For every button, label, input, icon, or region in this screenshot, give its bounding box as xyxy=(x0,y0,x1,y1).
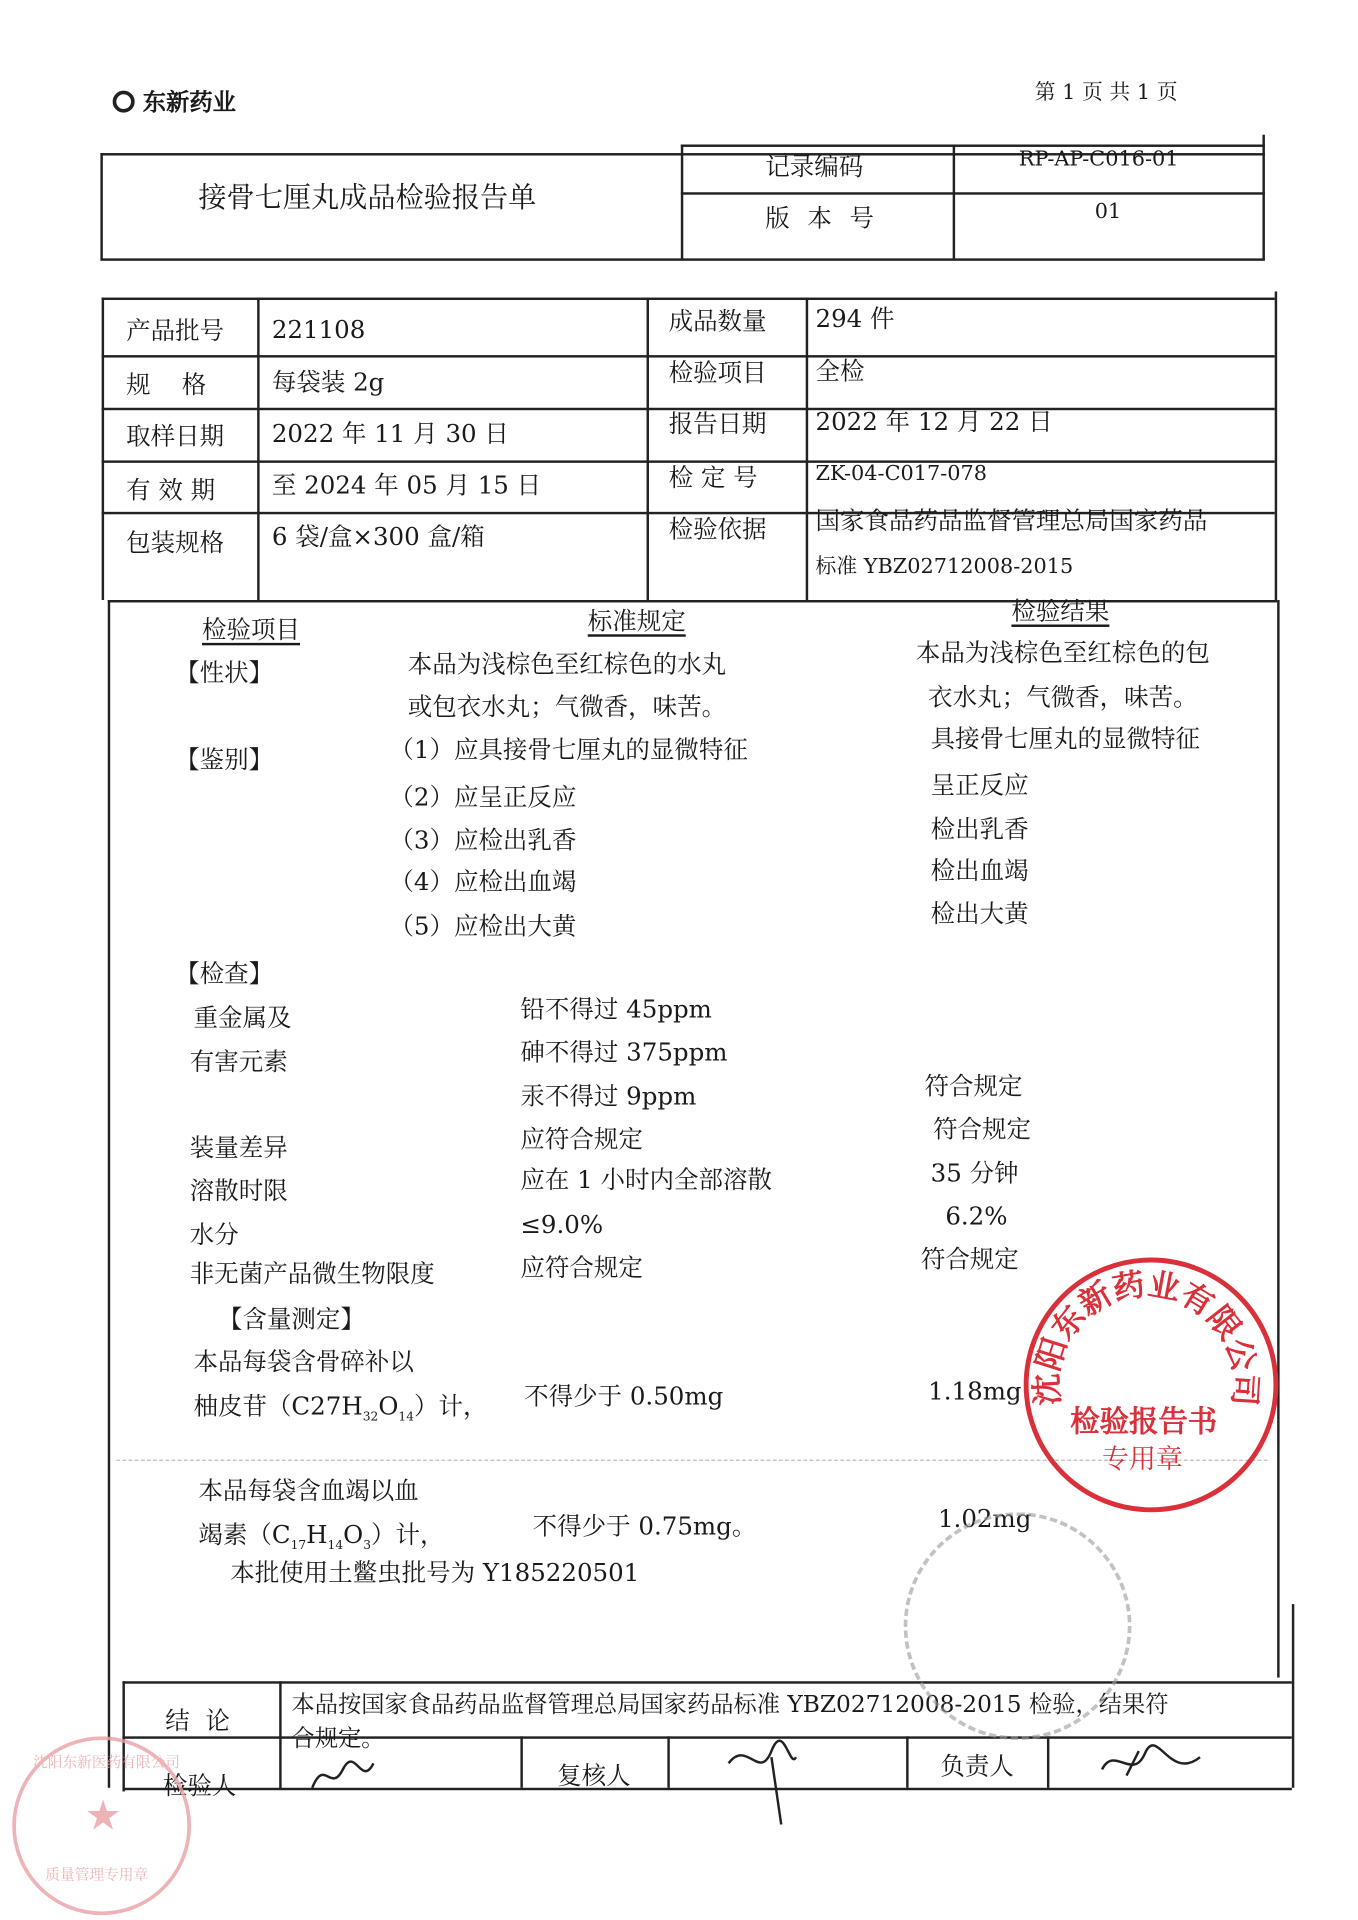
expiry-value: 至 2024 年 05 月 15 日 xyxy=(271,470,542,500)
assay-1-formula: 柚皮苷$(C27H_{32}O_{14})$计， xyxy=(193,1391,488,1425)
assay-1-std: 不得少于 0.50mg xyxy=(524,1381,724,1411)
manager-label: 负责人 xyxy=(940,1751,1014,1781)
version: 01 xyxy=(1094,199,1122,225)
quantity-value: 294 件 xyxy=(815,303,895,334)
spec-label: 规 格 xyxy=(126,369,207,400)
record-code: RP-AP-C016-01 xyxy=(1018,146,1179,172)
basis-line-2: 标准 YBZ02712008-2015 xyxy=(815,554,1074,580)
item-label: 检验项目 xyxy=(668,357,767,387)
stamp-center-text: 检验报告书 xyxy=(1070,1403,1218,1439)
heavy-metal-result: 符合规定 xyxy=(924,1071,1023,1101)
identification-std: （5）应检出大黄 xyxy=(389,911,577,941)
inspector-label: 检验人 xyxy=(162,1770,237,1801)
corner-stamp-ring: 沈阳东新医药有限公司 xyxy=(33,1753,181,1771)
assay-1-desc: 本品每袋含骨碎补以 xyxy=(193,1346,414,1377)
col-result: 检验结果 xyxy=(1011,596,1110,626)
water-label: 水分 xyxy=(189,1219,239,1249)
package-value: 6 袋/盒×300 盒/箱 xyxy=(271,521,485,552)
conclusion-text: 合规定。 xyxy=(291,1725,385,1753)
company-stamp xyxy=(1024,1258,1279,1513)
appearance-result: 衣水丸；气微香，味苦。 xyxy=(928,682,1198,712)
assay-2-result: 1.02mg xyxy=(937,1503,1032,1534)
star-icon: ★ xyxy=(84,1791,122,1841)
col-standard: 标准规定 xyxy=(587,606,686,636)
microbial-label: 非无菌产品微生物限度 xyxy=(189,1258,435,1289)
inspection-label: 【检查】 xyxy=(175,958,274,989)
weight-std: 应符合规定 xyxy=(520,1124,643,1154)
appearance-result: 本品为浅棕色至红棕色的包 xyxy=(915,637,1210,668)
assay-1-result: 1.18mg xyxy=(928,1376,1022,1406)
identification-result: 具接骨七厘丸的显微特征 xyxy=(930,723,1201,754)
svg-text:沈阳东新药业有限公司: 沈阳东新药业有限公司 xyxy=(1027,1264,1266,1408)
identification-result: 呈正反应 xyxy=(930,770,1029,800)
package-label: 包装规格 xyxy=(126,527,225,558)
identification-std: （1）应具接骨七厘丸的显微特征 xyxy=(389,734,748,765)
gray-stamp xyxy=(904,1512,1132,1740)
conclusion-text: 本品按国家食品药品监督管理总局国家药品标准 YBZ02712008-2015 检验，结果符 xyxy=(291,1691,1169,1718)
reviewer-label: 复核人 xyxy=(557,1760,631,1791)
logo-text: 东新药业 xyxy=(142,89,236,117)
microbial-std: 应符合规定 xyxy=(520,1252,643,1283)
report-date-label: 报告日期 xyxy=(668,408,767,439)
identification-std: （4）应检出血竭 xyxy=(389,866,577,897)
identification-result: 检出乳香 xyxy=(930,814,1029,844)
weight-label: 装量差异 xyxy=(189,1132,288,1163)
appearance-label: 【性状】 xyxy=(175,657,274,687)
logo-icon xyxy=(113,91,135,113)
check-no-value: ZK-04-C017-078 xyxy=(815,461,988,487)
col-item: 检验项目 xyxy=(202,614,301,645)
company-logo xyxy=(113,88,236,117)
lead-std: 铅不得过 45ppm xyxy=(520,994,712,1024)
identification-label: 【鉴别】 xyxy=(175,744,274,774)
conclusion-label: 结 论 xyxy=(165,1705,230,1736)
assay-2-formula: 竭素$(C_{17}H_{14}O_3)$计， xyxy=(198,1519,445,1553)
quantity-label: 成品数量 xyxy=(668,306,767,336)
inspector-signature xyxy=(306,1751,379,1800)
spec-value: 每袋装 2g xyxy=(271,367,385,397)
expiry-label: 有 效 期 xyxy=(126,475,216,505)
item-value: 全检 xyxy=(815,356,865,386)
report-title: 接骨七厘丸成品检验报告单 xyxy=(198,182,537,215)
page-info: 第 1 页 共 1 页 xyxy=(1034,80,1178,106)
record-code-label: 记录编码 xyxy=(765,151,864,182)
assay-2-std: 不得少于 0.75mg。 xyxy=(532,1511,757,1541)
appearance-std: 本品为浅棕色至红棕色的水丸 xyxy=(407,648,727,679)
assay-2-desc: 本品每袋含血竭以血 xyxy=(198,1475,419,1505)
sample-date-value: 2022 年 11 月 30 日 xyxy=(271,418,509,449)
identification-std: （2）应呈正反应 xyxy=(389,782,577,812)
arsenic-std: 砷不得过 375ppm xyxy=(520,1037,728,1067)
quality-stamp xyxy=(12,1736,191,1915)
basis-label: 检验依据 xyxy=(668,514,767,544)
water-result: 6.2% xyxy=(945,1201,1008,1231)
version-label: 版 本 号 xyxy=(765,203,879,233)
identification-std: （3）应检出乳香 xyxy=(389,825,577,855)
manager-signature xyxy=(1096,1739,1206,1788)
disintegration-label: 溶散时限 xyxy=(189,1175,288,1205)
identification-result: 检出血竭 xyxy=(930,855,1029,886)
water-std: ≤9.0% xyxy=(520,1209,604,1240)
appearance-std: 或包衣水丸；气微香，味苦。 xyxy=(407,691,727,722)
stamp-bottom-text: 专用章 xyxy=(1102,1444,1183,1476)
basis-line-1: 国家食品药品监督管理总局国家药品 xyxy=(815,505,1208,536)
assay-label: 【含量测定】 xyxy=(217,1304,365,1334)
microbial-result: 符合规定 xyxy=(920,1244,1019,1274)
heavy-metal-label: 有害元素 xyxy=(189,1046,288,1077)
reviewer-signature xyxy=(722,1733,808,1831)
check-no-label: 检 定 号 xyxy=(668,462,758,493)
batch-note: 本批使用土鳖虫批号为 Y185220501 xyxy=(230,1557,640,1587)
disintegration-std: 应在 1 小时内全部溶散 xyxy=(520,1164,772,1194)
report-date-value: 2022 年 12 月 22 日 xyxy=(815,406,1053,436)
weight-result: 符合规定 xyxy=(933,1114,1032,1144)
mercury-std: 汞不得过 9ppm xyxy=(520,1081,697,1111)
heavy-metal-label: 重金属及 xyxy=(193,1002,292,1033)
sample-date-label: 取样日期 xyxy=(126,421,225,451)
identification-result: 检出大黄 xyxy=(930,898,1029,929)
disintegration-result: 35 分钟 xyxy=(930,1158,1019,1188)
batch-value: 221108 xyxy=(271,314,366,345)
batch-label: 产品批号 xyxy=(126,315,225,346)
corner-stamp-bottom: 质量管理专用章 xyxy=(45,1866,149,1884)
